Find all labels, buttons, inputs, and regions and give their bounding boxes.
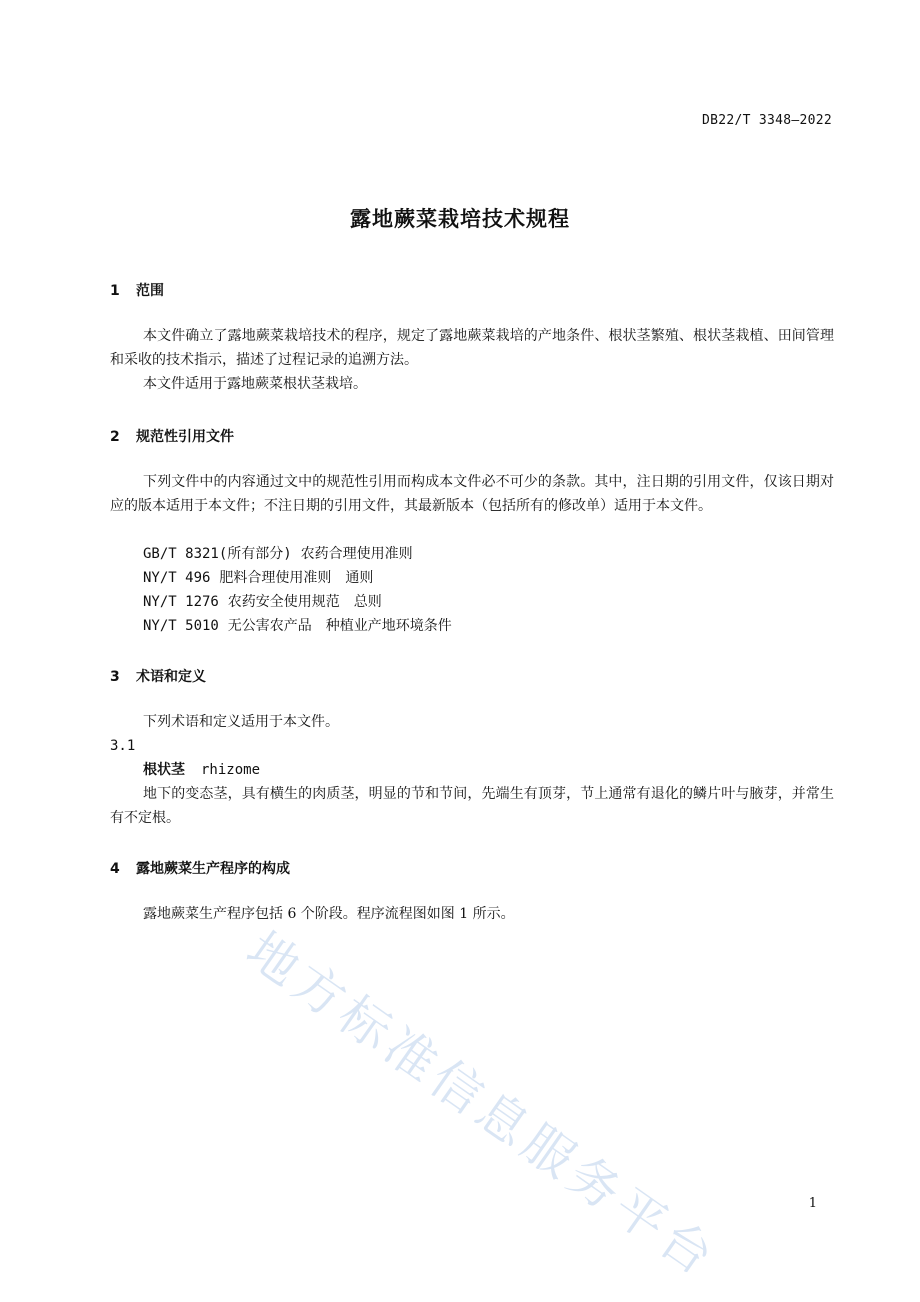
section-1-paragraph-2: 本文件适用于露地蕨菜根状茎栽培。 bbox=[143, 376, 367, 392]
reference-code: NY/T 1276 bbox=[143, 594, 219, 610]
term-number: 3.1 bbox=[110, 738, 136, 754]
section-title: 术语和定义 bbox=[136, 669, 206, 685]
section-3-heading bbox=[110, 666, 206, 686]
section-4-heading bbox=[110, 858, 290, 878]
reference-item bbox=[143, 542, 413, 566]
document-code: DB22/T 3348—2022 bbox=[701, 113, 832, 128]
section-1-heading bbox=[110, 280, 164, 300]
section-title: 范围 bbox=[136, 283, 164, 299]
reference-code: NY/T 5010 bbox=[143, 618, 219, 634]
section-3-intro: 下列术语和定义适用于本文件。 bbox=[143, 714, 339, 730]
text-line: 文件。 bbox=[670, 498, 712, 514]
term-entry bbox=[143, 758, 260, 782]
term-definition bbox=[110, 782, 834, 830]
term-english: rhizome bbox=[201, 762, 261, 778]
reference-code: GB/T 8321(所有部分) bbox=[143, 546, 292, 562]
section-number: 1 bbox=[110, 283, 120, 299]
text-line: 仅该日期对应的版本适用于本文件；不注日期的引用文件，其最新版本（包括所有的修改单）适用于本 bbox=[110, 474, 835, 514]
section-2-paragraph-1 bbox=[110, 470, 834, 518]
reference-item bbox=[143, 614, 452, 638]
section-title: 露地蕨菜生产程序的构成 bbox=[136, 861, 290, 877]
text-line: 地下的变态茎，具有横生的肉质茎，明显的节和节间，先端生有顶芽，节上通常有退化的鳞片叶与 bbox=[143, 786, 750, 802]
reference-title: 农药合理使用准则 bbox=[300, 546, 413, 562]
section-number: 3 bbox=[110, 669, 120, 685]
document-title: 露地蕨菜栽培技术规程 bbox=[350, 207, 570, 231]
text-line: 下列文件中的内容通过文中的规范性引用而构成本文件必不可少的条款。其中，注日期的引用文件， bbox=[143, 474, 764, 490]
reference-title: 无公害农产品 种植业产地环境条件 bbox=[227, 618, 452, 634]
section-4-paragraph-1: 露地蕨菜生产程序包括 6 个阶段。程序流程图如图 1 所示。 bbox=[143, 906, 515, 922]
text-line: 本文件确立了露地蕨菜栽培技术的程序，规定了露地蕨菜栽培的产地条件、根状茎繁殖、根状茎栽 bbox=[143, 328, 750, 344]
reference-item bbox=[143, 590, 382, 614]
section-title: 规范性引用文件 bbox=[136, 429, 234, 445]
section-number: 2 bbox=[110, 429, 120, 445]
section-number: 4 bbox=[110, 861, 120, 877]
reference-item bbox=[143, 566, 373, 590]
reference-code: NY/T 496 bbox=[143, 570, 211, 586]
watermark: 地方标准信息服务平台 bbox=[236, 920, 729, 1290]
term-chinese: 根状茎 bbox=[143, 762, 185, 778]
reference-title: 肥料合理使用准则 通则 bbox=[219, 570, 374, 586]
section-1-paragraph-1 bbox=[110, 324, 834, 372]
text-line: 腋芽，并常生有不定根。 bbox=[110, 786, 835, 826]
page-number: 1 bbox=[808, 1196, 817, 1211]
section-2-heading bbox=[110, 426, 234, 446]
text-line: 植、田间管理和采收的技术指示，描述了过程记录的追溯方法。 bbox=[110, 328, 835, 368]
reference-title: 农药安全使用规范 总则 bbox=[227, 594, 382, 610]
